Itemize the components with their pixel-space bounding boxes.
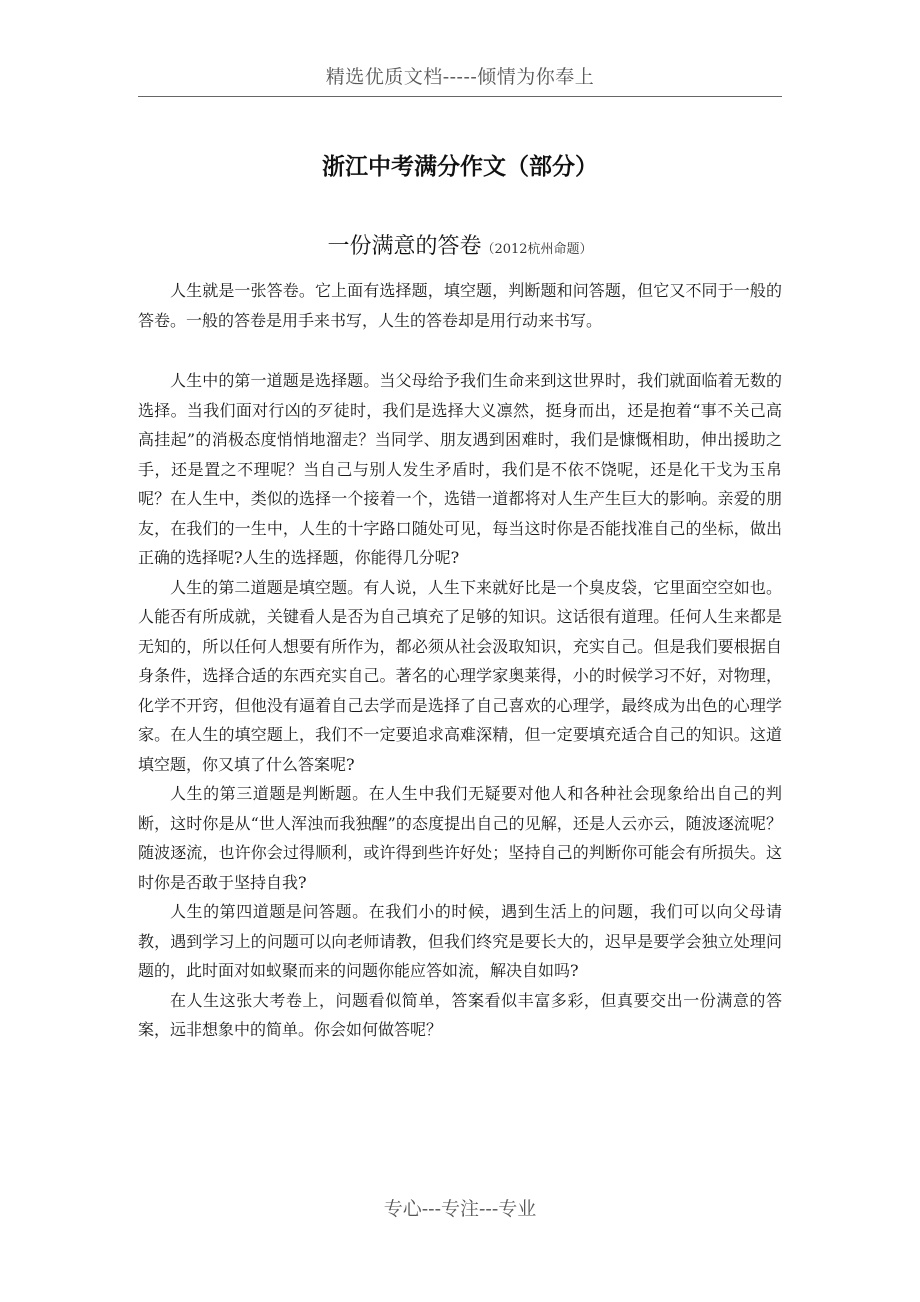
page-footer (138, 1194, 782, 1224)
essay-intro (138, 276, 782, 335)
essay-body (138, 366, 782, 1045)
paragraph-choice-question: 人生中的第一道题是选择题。当父母给予我们生命来到这世界时，我们就面临着无数的选择。当我们面对行凶的歹徒时，我们是选择大义凛然，挺身而出，还是抱着“事不关己高高挂起”的消极态度悄悄地溜走？当同学、朋友遇到困难时，我们是慷慨相助，伸出援助之手，还是置之不理呢？当自己与别人发生矛盾时，我们是不依不饶呢，还是化干戈为玉帛呢？在人生中，类似的选择一个接着一个，选错一道都将对人生产生巨大的影响。亲爱的朋友，在我们的一生中，人生的十字路口随处可见，每当这时你是否能找准自己的坐标，做出正确的选择呢?人生的选择题，你能得几分呢? (138, 371, 782, 567)
document-title: 浙江中考满分作文（部分） (322, 154, 598, 180)
intro-paragraph: 人生就是一张答卷。它上面有选择题，填空题，判断题和问答题，但它又不同于一般的答卷。一般的答卷是用手来书写，人生的答卷却是用行动来书写。 (138, 281, 782, 330)
essay-title-subtitle: （2012杭州命题） (481, 242, 593, 257)
paragraph-judgment-question: 人生的第三道题是判断题。在人生中我们无疑要对他人和各种社会现象给出自己的判断，这时你是从“世人浑浊而我独醒”的态度提出自己的见解，还是人云亦云，随波逐流呢？随波逐流，也许你会过得顺利，或许得到些许好处；坚持自己的判断你可能会有所损失。这时你是否敢于坚持自我? (138, 784, 782, 892)
footer-text: 专心---专注---专业 (383, 1198, 537, 1220)
header-text: 精选优质文档-----倾情为你奉上 (325, 66, 595, 88)
essay-title (138, 232, 782, 265)
page-header (138, 62, 782, 97)
paragraph-essay-question: 人生的第四道题是问答题。在我们小的时候，遇到生活上的问题，我们可以向父母请教，遇到学习上的问题可以向老师请教，但我们终究是要长大的，迟早是要学会独立处理问题的，此时面对如蚁聚而来的问题你能应答如流，解决自如吗? (138, 902, 782, 980)
paragraph-conclusion: 在人生这张大考卷上，问题看似简单，答案看似丰富多彩，但真要交出一份满意的答案，远非想象中的简单。你会如何做答呢？ (138, 990, 782, 1039)
paragraph-fill-blank-question: 人生的第二道题是填空题。有人说，人生下来就好比是一个臭皮袋，它里面空空如也。人能否有所成就，关键看人是否为自己填充了足够的知识。这话很有道理。任何人生来都是无知的，所以任何人想要有所作为，都必须从社会汲取知识，充实自己。但是我们要根据自身条件，选择合适的东西充实自己。著名的心理学家奥莱得，小的时候学习不好，对物理，化学不开窍，但他没有逼着自己去学而是选择了自己喜欢的心理学，最终成为出色的心理学家。在人生的填空题上，我们不一定要追求高难深精，但一定要填充适合自己的知识。这道填空题，你又填了什么答案呢? (138, 577, 782, 774)
essay-title-main: 一份满意的答卷 (327, 234, 482, 259)
